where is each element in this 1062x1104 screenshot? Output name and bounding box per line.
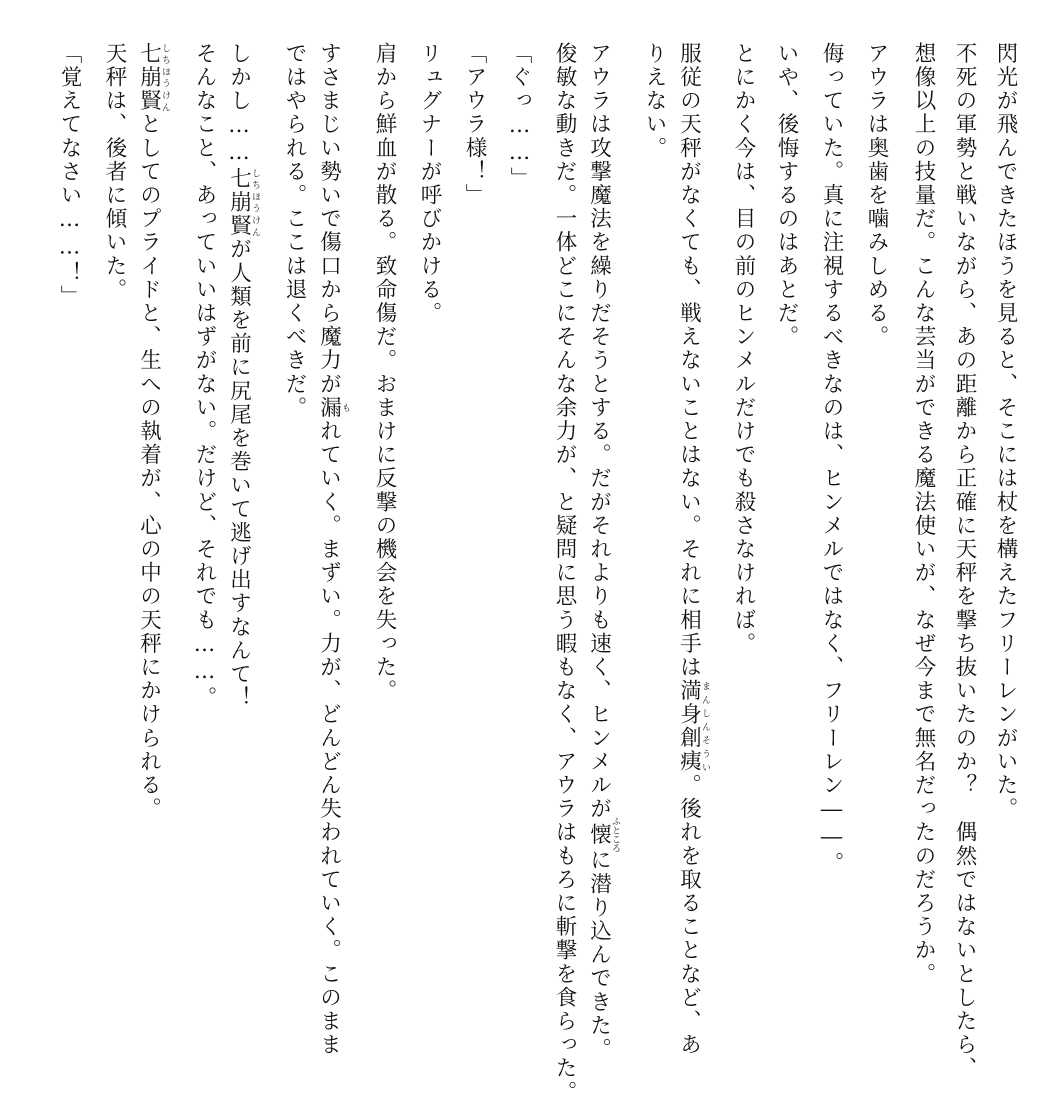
text-segment: れていく。まずい。力が、どんどん失われていく。このまま — [316, 419, 342, 1057]
text-line-9: りえない。 — [642, 42, 667, 160]
ruby-word: 漏も — [316, 396, 350, 420]
text-line-13: 「アウラ様！」 — [462, 42, 487, 208]
text-segment: 。後れを取ることなど、あ — [676, 773, 702, 1057]
text-line-11: 俊敏な動きだ。一体どこにそんな余力が、と疑問に思う暇もなく、アウラはもろに斬撃を食らった。 — [552, 42, 577, 1104]
text-line-21: 天秤は、後者に傾いた。 — [102, 42, 127, 302]
text-line-6: いや、後悔するのはあとだ。 — [774, 42, 799, 349]
text-line-16 — [318, 42, 350, 1057]
text-line-10 — [588, 42, 620, 1061]
text-line-20 — [138, 42, 170, 821]
text-segment: すさまじい勢いで傷口から魔力が — [316, 42, 342, 396]
ruby-word: 七崩賢しちほうけん — [226, 167, 260, 238]
text-line-19: そんなこと、あっていいはずがない。だけど、それでも……。 — [192, 42, 217, 710]
text-line-4: アウラは奥歯を噛みしめる。 — [864, 42, 889, 349]
furigana: まんしんそうい — [700, 679, 710, 774]
text-line-12: 「ぐっ……」 — [507, 42, 532, 191]
text-line-1: 閃光が飛んできたほうを見ると、そこには杖を構えたフリーレンがいた。 — [993, 42, 1018, 821]
text-line-2: 不死の軍勢と戦いながら、あの距離から正確に天秤を撃ち抜いたのか？ 偶然ではないとしたら、 — [952, 42, 977, 1081]
text-segment: に潜り込んできた。 — [586, 848, 612, 1062]
text-line-15: 肩から鮮血が散る。致命傷だ。おまけに反撃の機会を失った。 — [372, 42, 397, 703]
text-segment: としてのプライドと、生への執着が、心の中の天秤にかけられる。 — [136, 112, 162, 821]
text-line-22: 「覚えてなさい……！」 — [57, 42, 82, 309]
furigana: しちほうけん — [160, 42, 170, 113]
text-line-7: とにかく今は、目の前のヒンメルだけでも殺さなければ。 — [731, 42, 756, 656]
text-line-14: リュグナーが呼びかける。 — [417, 42, 442, 326]
text-line-5: 侮っていた。真に注視するべきなのは、ヒンメルではなく、フリーレン――。 — [819, 42, 844, 875]
ruby-word: 満身創痍まんしんそうい — [676, 679, 710, 774]
text-line-3: 想像以上の技量だ。こんな芸当ができる魔法使いが、なぜ今まで無名だったのだろうか。 — [911, 42, 936, 986]
text-line-8 — [678, 42, 710, 1057]
text-segment: が人類を前に尻尾を巻いて逃げ出すなんて！ — [226, 237, 252, 710]
text-segment: 服従の天秤がなくても、戦えないことはない。それに相手は — [676, 42, 702, 680]
text-segment: しかし…… — [226, 42, 252, 167]
ruby-word: 七崩賢しちほうけん — [136, 42, 170, 113]
furigana: も — [340, 396, 350, 420]
furigana: ふところ — [610, 816, 620, 853]
ruby-word: 懐ふところ — [586, 816, 620, 853]
furigana: しちほうけん — [250, 167, 260, 238]
text-line-18 — [228, 42, 260, 710]
text-line-17: ではやられる。ここは退くべきだ。 — [282, 42, 307, 420]
text-segment: アウラは攻撃魔法を繰りだそうとする。だがそれよりも速く、ヒンメルが — [586, 42, 612, 821]
